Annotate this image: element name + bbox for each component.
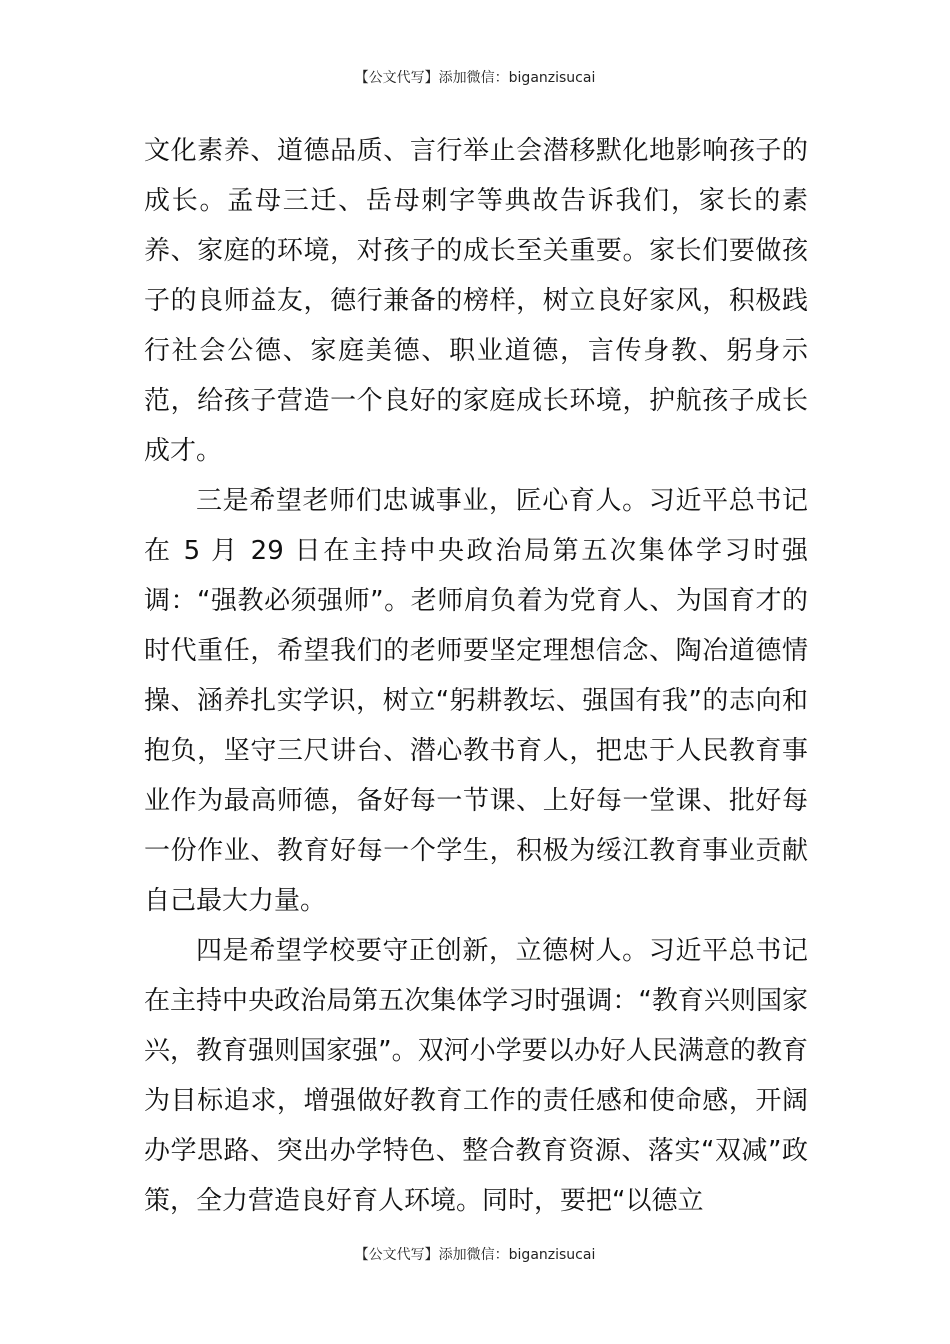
body-paragraph-continued: 文化素养、道德品质、言行举止会潜移默化地影响孩子的成长。孟母三迁、岳母刺字等典故告诉我们，家长的素养、家庭的环境，对孩子的成长至关重要。家长们要做孩子的良师益友，德行兼备的榜样，树立良好家风，积极践行社会公德、家庭美德、职业道德，言传身教、躬身示范，给孩子营造一个良好的家庭成长环境，护航孩子成长成才。 bbox=[144, 136, 808, 466]
body-paragraph-teachers: 三是希望老师们忠诚事业，匠心育人。习近平总书记在 5 月 29 日在主持中央政治局第五次集体学习时强调：“强教必须强师”。老师肩负着为党育人、为国育才的时代重任，希望我们的老师要坚定理想信念、陶冶道德情操、涵养扎实学识，树立“躬耕教坛、强国有我”的志向和抱负，坚守三尺讲台、潜心教书育人，把忠于人民教育事业作为最高师德，备好每一节课、上好每一堂课、批好每一份作业、教育好每一个学生，积极为绥江教育事业贡献自己最大力量。 bbox=[144, 486, 808, 916]
body-paragraph-school: 四是希望学校要守正创新，立德树人。习近平总书记在主持中央政治局第五次集体学习时强调：“教育兴则国家兴，教育强则国家强”。双河小学要以办好人民满意的教育为目标追求，增强做好教育工作的责任感和使命感，开阔办学思路、突出办学特色、整合教育资源、落实“双减”政策，全力营造良好育人环境。同时，要把“以德立 bbox=[144, 936, 808, 1216]
document-body bbox=[144, 126, 808, 1226]
page-footer-watermark: 【公文代写】添加微信：biganzisucai bbox=[354, 1247, 596, 1263]
page-header-watermark: 【公文代写】添加微信：biganzisucai bbox=[354, 70, 596, 86]
